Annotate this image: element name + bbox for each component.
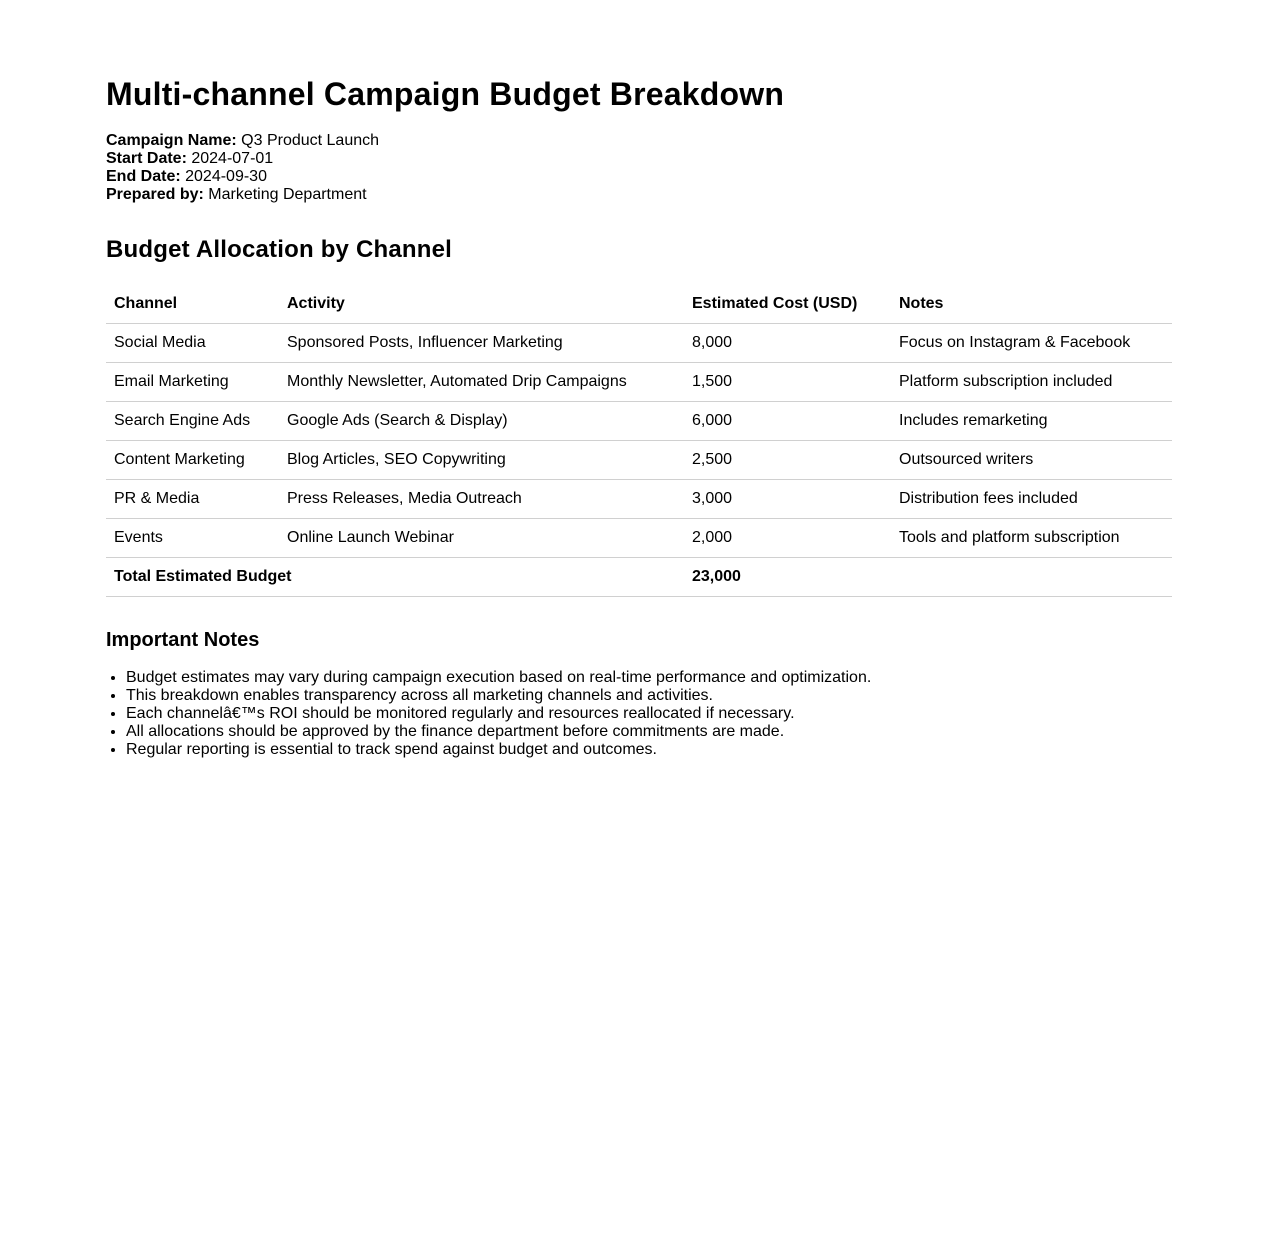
- cell-activity: Google Ads (Search & Display): [279, 402, 684, 441]
- prepared-by-label: Prepared by:: [106, 186, 204, 203]
- cell-notes: Tools and platform subscription: [891, 519, 1172, 558]
- cell-notes: Outsourced writers: [891, 441, 1172, 480]
- cell-notes: Platform subscription included: [891, 363, 1172, 402]
- cell-activity: Press Releases, Media Outreach: [279, 480, 684, 519]
- cell-channel: PR & Media: [106, 480, 279, 519]
- cell-cost: 2,500: [684, 441, 891, 480]
- campaign-meta: [106, 132, 1172, 204]
- column-header-channel: Channel: [106, 285, 279, 324]
- cell-channel: Content Marketing: [106, 441, 279, 480]
- campaign-name-row: [106, 132, 1172, 150]
- cell-channel: Events: [106, 519, 279, 558]
- list-item: • All allocations should be approved by the finance department before commitments are made.: [126, 723, 1172, 741]
- notes-section-heading: Important Notes: [106, 629, 260, 651]
- start-date-value: 2024-07-01: [191, 150, 274, 167]
- table-row: [106, 402, 1172, 441]
- table-row: [106, 480, 1172, 519]
- total-notes-empty: [891, 558, 1172, 597]
- list-item: • Regular reporting is essential to track spend against budget and outcomes.: [126, 741, 1172, 759]
- cell-cost: 3,000: [684, 480, 891, 519]
- budget-table: [106, 285, 1172, 597]
- column-header-cost: Estimated Cost (USD): [684, 285, 891, 324]
- prepared-by-value: Marketing Department: [208, 186, 367, 203]
- table-header-row: [106, 285, 1172, 324]
- start-date-row: [106, 150, 1172, 168]
- notes-list: [106, 669, 1172, 759]
- start-date-label: Start Date:: [106, 150, 187, 167]
- end-date-value: 2024-09-30: [185, 168, 267, 185]
- cell-channel: Email Marketing: [106, 363, 279, 402]
- table-row: [106, 519, 1172, 558]
- table-row: [106, 441, 1172, 480]
- table-row: [106, 324, 1172, 363]
- prepared-by-row: [106, 186, 1172, 204]
- cell-activity: Blog Articles, SEO Copywriting: [279, 441, 684, 480]
- total-value: 23,000: [684, 558, 891, 597]
- list-item: • Budget estimates may vary during campaign execution based on real-time performance and optimization.: [126, 669, 1172, 687]
- column-header-notes: Notes: [891, 285, 1172, 324]
- budget-section-heading: Budget Allocation by Channel: [106, 236, 453, 263]
- page-title: Multi-channel Campaign Budget Breakdown: [106, 76, 785, 112]
- end-date-label: End Date:: [106, 168, 181, 185]
- total-row: [106, 558, 1172, 597]
- cell-activity: Monthly Newsletter, Automated Drip Campaigns: [279, 363, 684, 402]
- total-label: Total Estimated Budget: [106, 558, 684, 597]
- list-item: • This breakdown enables transparency across all marketing channels and activities.: [126, 687, 1172, 705]
- cell-cost: 6,000: [684, 402, 891, 441]
- cell-cost: 2,000: [684, 519, 891, 558]
- campaign-name-label: Campaign Name:: [106, 132, 237, 149]
- cell-cost: 1,500: [684, 363, 891, 402]
- cell-channel: Social Media: [106, 324, 279, 363]
- cell-cost: 8,000: [684, 324, 891, 363]
- cell-notes: Distribution fees included: [891, 480, 1172, 519]
- cell-notes: Includes remarketing: [891, 402, 1172, 441]
- campaign-name-value: Q3 Product Launch: [241, 132, 380, 149]
- list-item: • Each channelâ€™s ROI should be monitored regularly and resources reallocated if necessary.: [126, 705, 1172, 723]
- cell-notes: Focus on Instagram & Facebook: [891, 324, 1172, 363]
- table-row: [106, 363, 1172, 402]
- column-header-activity: Activity: [279, 285, 684, 324]
- cell-activity: Sponsored Posts, Influencer Marketing: [279, 324, 684, 363]
- end-date-row: [106, 168, 1172, 186]
- cell-activity: Online Launch Webinar: [279, 519, 684, 558]
- cell-channel: Search Engine Ads: [106, 402, 279, 441]
